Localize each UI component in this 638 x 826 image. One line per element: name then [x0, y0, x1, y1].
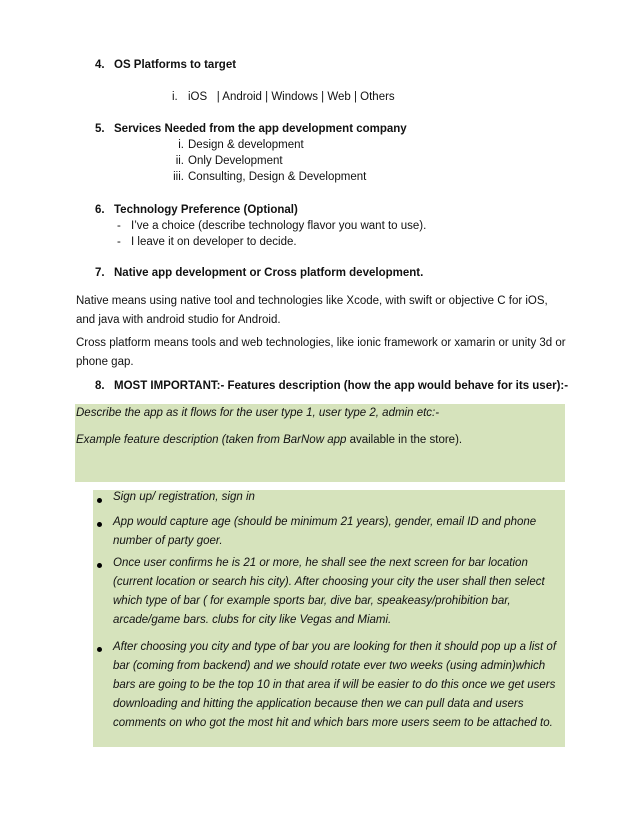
section-5-item-number: iii.	[173, 171, 184, 183]
native-description: Native means using native tool and technologies like Xcode, with swift or objective C for iOS, and java with android studio for Android.	[76, 295, 548, 326]
section-8-number: 8.	[95, 380, 105, 392]
cross-platform-description: Cross platform means tools and web technologies, like ionic framework or xamarin or unity 3d or phone gap.	[76, 337, 566, 368]
features-example-line	[76, 434, 462, 446]
feature-item: App would capture age (should be minimum 21 years), gender, email ID and phone number of party goer.	[113, 516, 537, 547]
section-6-item-dash: -	[117, 236, 121, 248]
section-4-title: OS Platforms to target	[114, 59, 237, 71]
section-7-number: 7.	[95, 267, 105, 279]
feature-item: Sign up/ registration, sign in	[113, 491, 255, 503]
bullet-icon	[97, 647, 102, 652]
section-4-number: 4.	[95, 59, 105, 71]
features-example-normal: available in the store).	[346, 434, 463, 446]
section-4-item-number: i.	[172, 91, 178, 103]
section-5-item-number: i.	[178, 139, 184, 151]
features-example-italic: Example feature description (taken from BarNow app	[76, 434, 347, 446]
section-5-title: Services Needed from the app development company	[114, 123, 407, 135]
section-5-item: Only Development	[188, 155, 283, 167]
section-4-item: iOS | Android | Windows | Web | Others	[188, 91, 395, 103]
features-intro-line: Describe the app as it flows for the user type 1, user type 2, admin etc:-	[76, 407, 440, 419]
section-6-item-dash: -	[117, 220, 121, 232]
section-6-item: I’ve a choice (describe technology flavor you want to use).	[131, 220, 427, 232]
bullet-icon	[97, 522, 102, 527]
section-5-item: Consulting, Design & Development	[188, 171, 367, 183]
bullet-icon	[97, 563, 102, 568]
section-5-item-number: ii.	[175, 155, 184, 167]
section-6-item: I leave it on developer to decide.	[131, 236, 297, 248]
section-6-title: Technology Preference (Optional)	[114, 204, 298, 216]
section-8-title: MOST IMPORTANT:- Features description (how the app would behave for its user):-	[114, 380, 569, 392]
section-6-number: 6.	[95, 204, 105, 216]
feature-item: Once user confirms he is 21 or more, he shall see the next screen for bar location (current location or search his city). After choosing your city the user shall then select which type of bar ( for example sports bar, dive bar, speakeasy/prohibition bar, arcade/game bars. clubs for city like Vegas and Miami.	[113, 557, 545, 626]
section-5-number: 5.	[95, 123, 105, 135]
bullet-icon	[97, 498, 102, 503]
feature-item: After choosing you city and type of bar you are looking for then it should pop up a list of bar (coming from backend) and we should rotate ever two weeks (using admin)which bars are going to be the top 10 in that area if will be easier to do this once we get users downloading and hitting the application because then we can pull data and users comments on who got the most hit and which bars more users seem to be attached to.	[113, 641, 557, 729]
section-7-title: Native app development or Cross platform development.	[114, 267, 424, 279]
section-5-item: Design & development	[188, 139, 304, 151]
